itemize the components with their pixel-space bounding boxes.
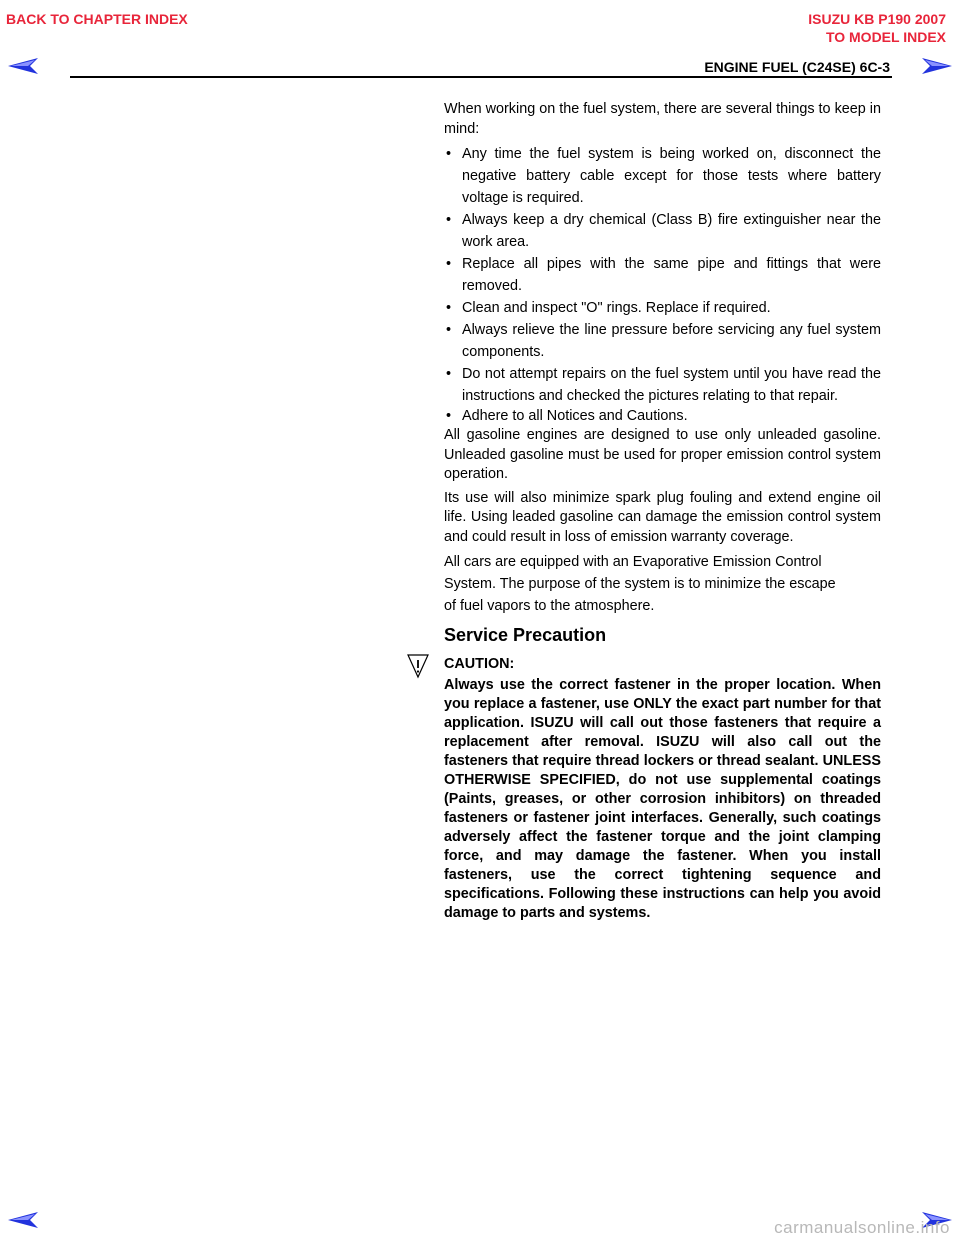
evaporative-paragraph [444, 551, 881, 617]
list-item-text: Always keep a dry chemical (Class B) fire extinguisher near the work area. [462, 212, 881, 250]
page-header-title: ENGINE FUEL (C24SE) 6C-3 [704, 59, 890, 75]
section-heading: Service Precaution [444, 625, 607, 645]
bullet-icon: • [446, 146, 452, 162]
evaporative-line: System. The purpose of the system is to minimize the escape [444, 576, 836, 592]
evaporative-line: All cars are equipped with an Evaporative Emission Control [444, 554, 822, 570]
list-item-text: Clean and inspect "O" rings. Replace if required. [462, 300, 771, 316]
watermark: carmanualsonline.info [774, 1218, 950, 1237]
back-to-chapter-index-link[interactable]: BACK TO CHAPTER INDEX [6, 11, 188, 27]
caution-block [444, 655, 881, 924]
intro-paragraph: When working on the fuel system, there are several things to keep in mind: [444, 101, 881, 137]
bullet-icon: • [446, 322, 452, 338]
caution-label: CAUTION: [444, 655, 515, 672]
list-item-text: Always relieve the line pressure before servicing any fuel system components. [462, 322, 881, 360]
manual-title-link[interactable]: ISUZU KB P190 2007 [808, 11, 946, 27]
list-item [444, 143, 881, 209]
bullet-icon: • [446, 256, 452, 272]
evaporative-line: of fuel vapors to the atmosphere. [444, 598, 655, 614]
list-item-text: Adhere to all Notices and Cautions. [462, 408, 688, 424]
bullet-icon: • [446, 366, 452, 382]
bullet-icon: • [446, 212, 452, 228]
list-item-text: Any time the fuel system is being worked on, disconnect the negative battery cable except for those tests where battery voltage is required. [462, 146, 881, 206]
content-column [444, 100, 881, 923]
prev-page-arrow-icon[interactable] [8, 58, 38, 74]
list-item [444, 319, 881, 363]
caution-triangle-icon [406, 653, 430, 679]
list-item [444, 253, 881, 297]
list-item [444, 407, 881, 426]
leaded-paragraph: Its use will also minimize spark plug fouling and extend engine oil life. Using leaded gasoline can damage the emission control system and could result in loss of emission warranty coverage. [444, 489, 881, 545]
caution-text: Always use the correct fastener in the proper location. When you replace a fastener, use ONLY the exact part number for that application. ISUZU will call out those fasteners that require a replacement after removal. ISUZU will also call out the fasteners that require thread lockers or thread sealant. UNLESS OTHERWISE SPECIFIED, do not use supplemental coatings (Paints, greases, or other corrosion inhibitors) on threaded fasteners or fastener joint interfaces. Generally, such coatings adversely affect the fastener torque and the joint clamping force, and may damage the fastener. When you install fasteners, use the correct tightening sequence and specifications. Following these instructions can help you avoid damage to parts and systems. [444, 677, 881, 921]
unleaded-paragraph: All gasoline engines are designed to use only unleaded gasoline. Unleaded gasoline must be used for proper emission control system operation. [444, 427, 881, 482]
header-divider [70, 76, 892, 78]
list-item [444, 209, 881, 253]
to-model-index-link[interactable]: TO MODEL INDEX [825, 29, 946, 45]
bullet-icon: • [446, 300, 452, 316]
list-item-text: Replace all pipes with the same pipe and fittings that were removed. [462, 256, 881, 294]
list-item [444, 363, 881, 407]
precautions-list [444, 143, 881, 426]
next-page-arrow-icon[interactable] [922, 58, 952, 74]
prev-page-arrow-icon[interactable] [8, 1212, 38, 1228]
list-item-text: Do not attempt repairs on the fuel system until you have read the instructions and checked the pictures relating to that repair. [462, 366, 881, 404]
bullet-icon: • [446, 408, 452, 424]
list-item [444, 297, 881, 319]
